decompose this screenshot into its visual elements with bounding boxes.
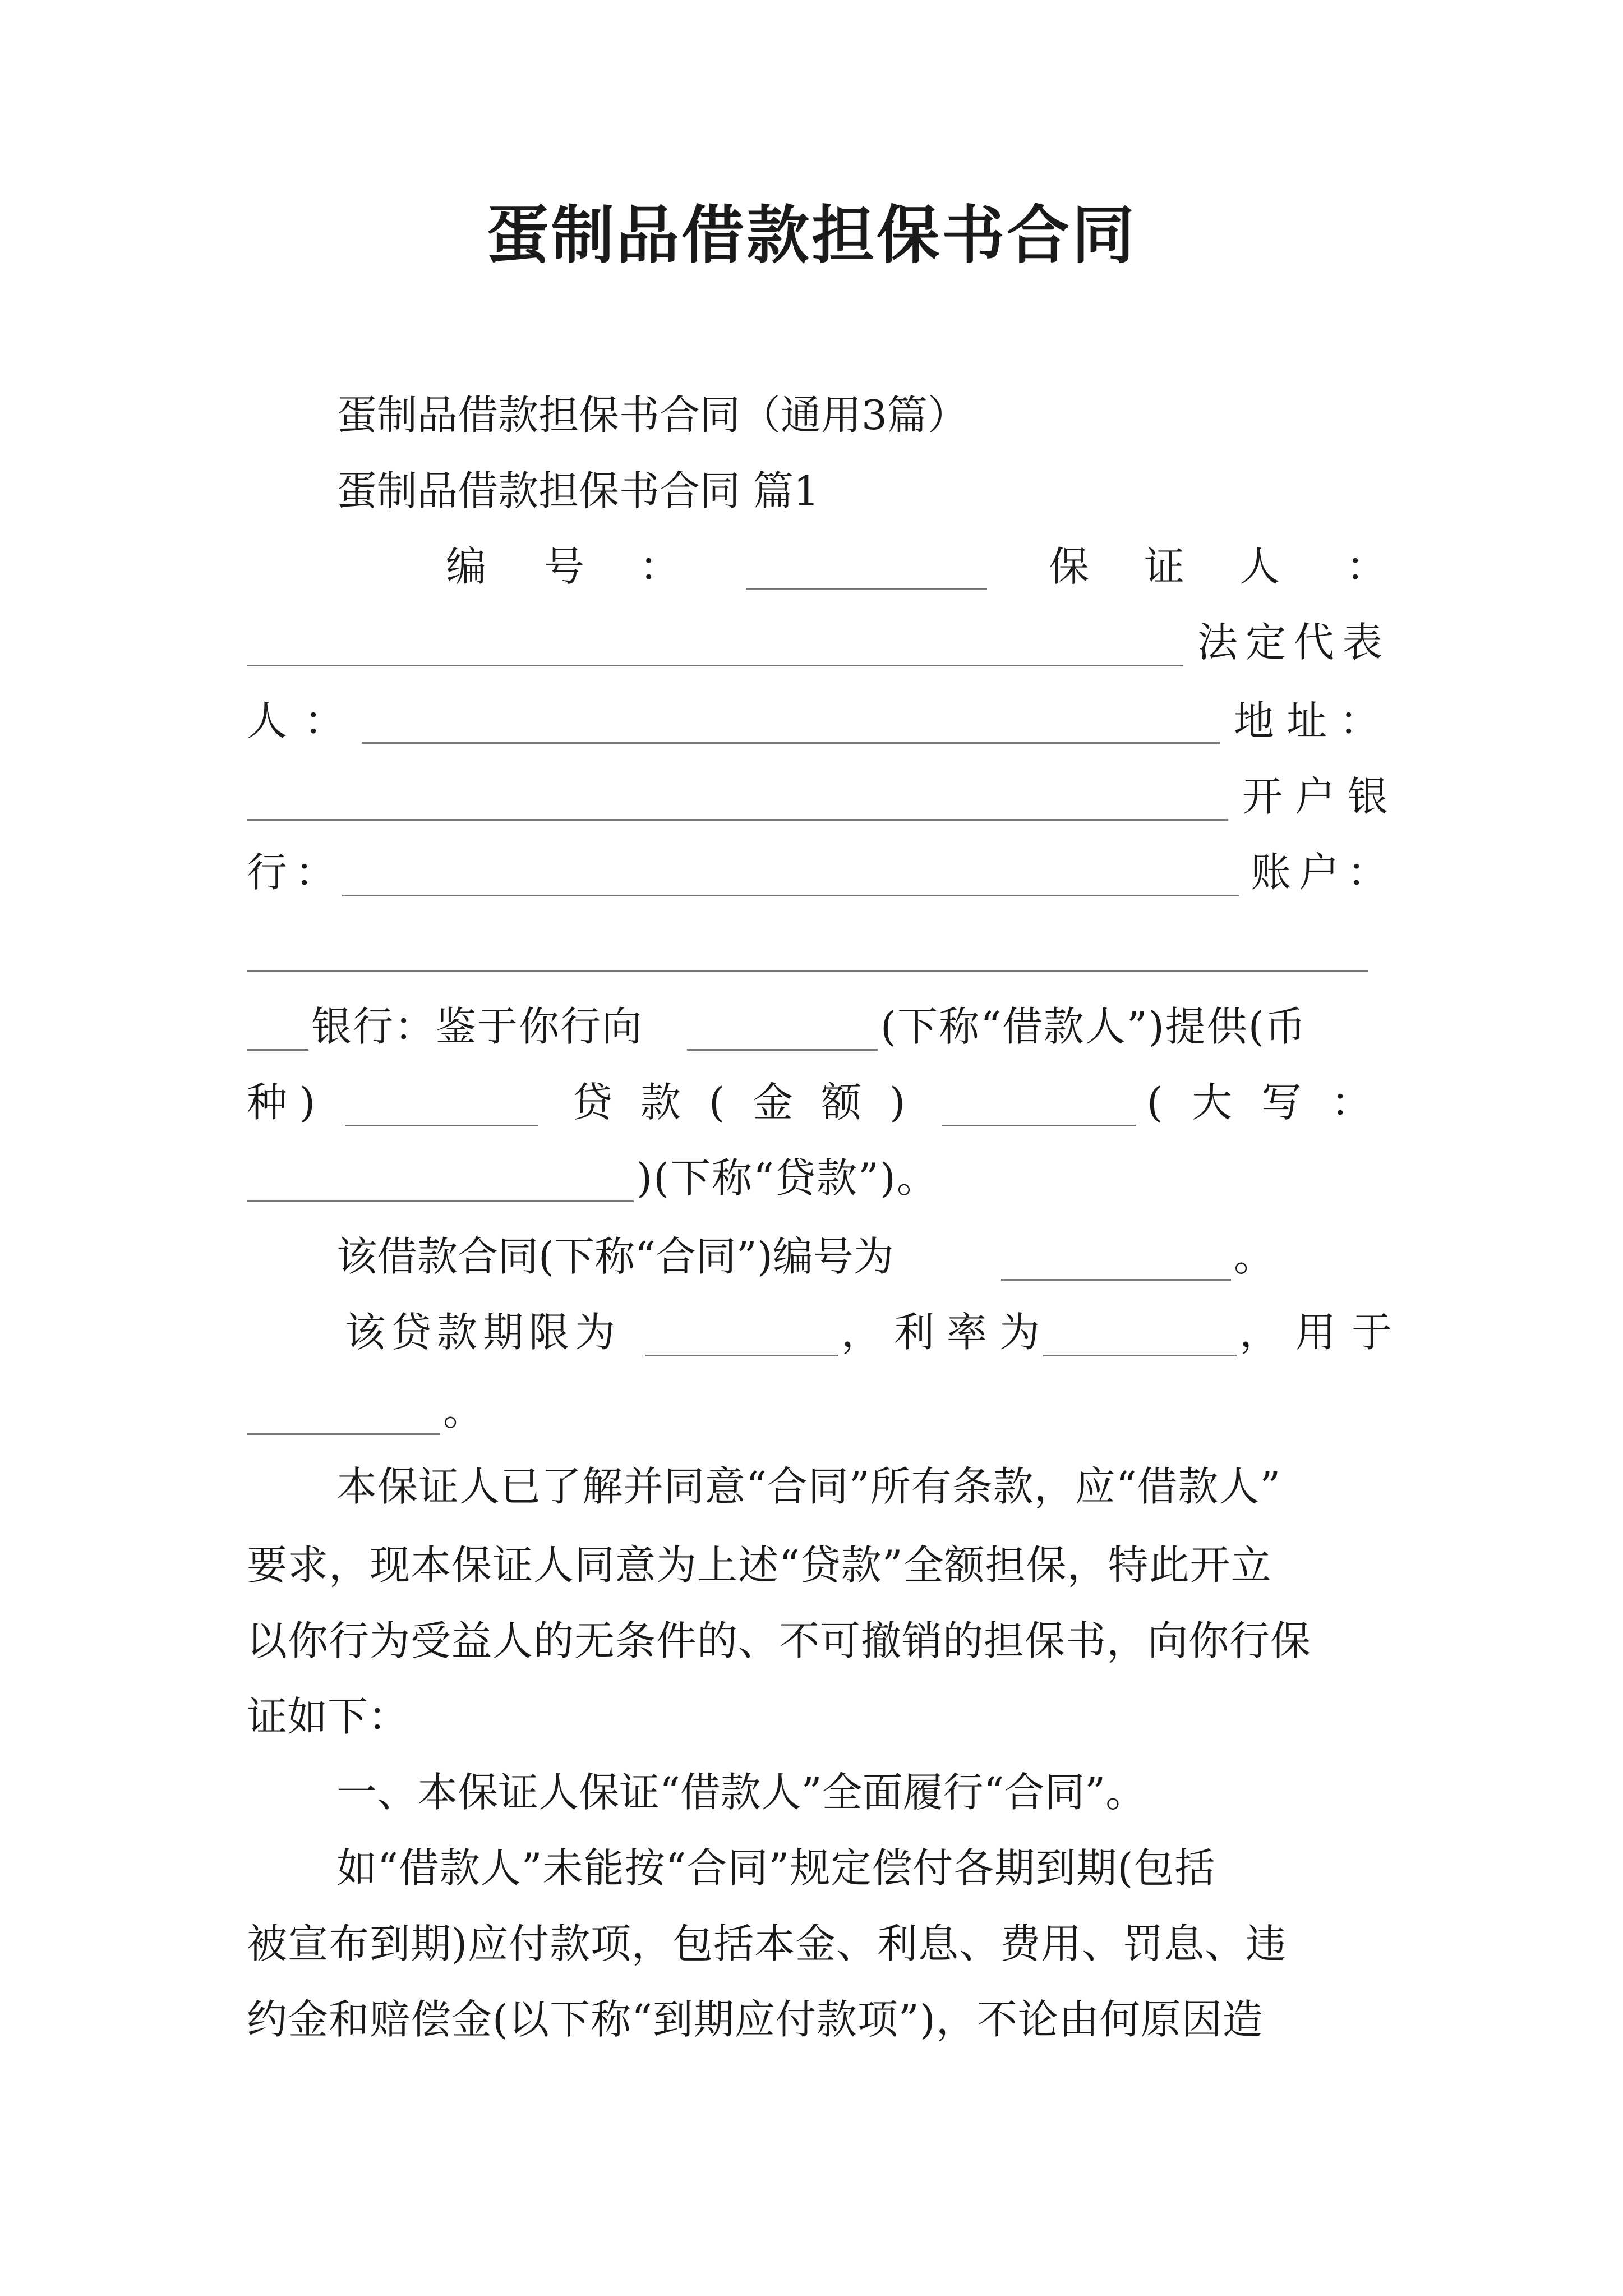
para-agree-line3: 以你行为受益人的无条件的、不可撤销的担保书，向你行保	[247, 1617, 1312, 1664]
account-blank[interactable]	[247, 970, 1368, 972]
borrower-blank[interactable]	[687, 1049, 878, 1051]
intro-line2-b: 贷款(金额)	[572, 1079, 934, 1126]
bank-label-b: 行：	[247, 849, 344, 896]
contract-no-blank[interactable]	[1001, 1279, 1231, 1281]
amount-blank[interactable]	[942, 1125, 1136, 1126]
address-label: 地址：	[1234, 697, 1393, 744]
interest-blank[interactable]	[1043, 1355, 1237, 1356]
clause-1: 一、本保证人保证“借款人”全面履行“合同”。	[336, 1769, 1146, 1816]
para-default-line1: 如“借款人”未能按“合同”规定偿付各期到期(包括	[336, 1844, 1216, 1892]
guarantor-blank[interactable]	[247, 665, 1183, 666]
loan-term-label: 该贷款期限为	[345, 1309, 621, 1356]
currency-blank[interactable]	[345, 1125, 538, 1126]
para-default-line2: 被宣布到期)应付款项，包括本金、利息、费用、罚息、违	[247, 1920, 1287, 1967]
para-default-line3: 约金和赔偿金(以下称“到期应付款项”)，不论由何原因造	[247, 1996, 1264, 2043]
document-title: 蛋制品借款担保书合同	[486, 199, 1137, 272]
intro-line2-a: 种)	[247, 1079, 328, 1126]
amount-words-blank[interactable]	[247, 1200, 634, 1202]
legal-rep-blank[interactable]	[362, 742, 1220, 744]
guarantor-label-3: 人	[1239, 543, 1280, 590]
purpose-end: 。	[443, 1387, 484, 1434]
legal-rep-label-b: 人：	[247, 697, 362, 744]
contract-no-prefix: 该借款合同(下称“合同”)编号为	[336, 1233, 894, 1280]
number-label-colon: ：	[639, 543, 680, 590]
intro-line2-c: (大写：	[1147, 1079, 1401, 1126]
purpose-label: ，用于	[1239, 1309, 1408, 1356]
number-label: 编	[446, 543, 487, 590]
legal-rep-label-a: 法定代表	[1197, 619, 1391, 666]
bank-label-a: 开户银	[1242, 773, 1401, 820]
bank-blank[interactable]	[342, 895, 1239, 896]
address-blank[interactable]	[247, 819, 1228, 821]
contract-no-suffix: 。	[1234, 1233, 1275, 1280]
intro-line3-b: )(下称“贷款”)。	[637, 1154, 938, 1202]
guarantor-label-2: 证	[1144, 543, 1185, 590]
guarantor-label-1: 保	[1049, 543, 1090, 590]
number-label-char2: 号	[544, 543, 585, 590]
document-subtitle: 蛋制品借款担保书合同（通用3篇）	[336, 392, 968, 439]
intro-line1-b: (下称“借款人”)提供(币	[880, 1003, 1307, 1050]
bank-name-blank[interactable]	[247, 1049, 308, 1051]
guarantor-label-4: ：	[1346, 543, 1387, 590]
para-agree-line1: 本保证人已了解并同意“合同”所有条款，应“借款人”	[336, 1463, 1281, 1510]
para-agree-line4: 证如下：	[247, 1693, 409, 1740]
purpose-blank[interactable]	[247, 1433, 440, 1435]
account-label: 账户：	[1251, 849, 1396, 896]
intro-line1-a: 银行：鉴于你行向	[311, 1003, 644, 1050]
para-agree-line2: 要求，现本保证人同意为上述“贷款”全额担保，特此开立	[247, 1542, 1272, 1589]
interest-label: ，利率为	[841, 1309, 1053, 1356]
number-blank[interactable]	[746, 588, 987, 590]
loan-term-blank[interactable]	[645, 1355, 838, 1356]
section-heading: 蛋制品借款担保书合同 篇1	[336, 467, 819, 514]
